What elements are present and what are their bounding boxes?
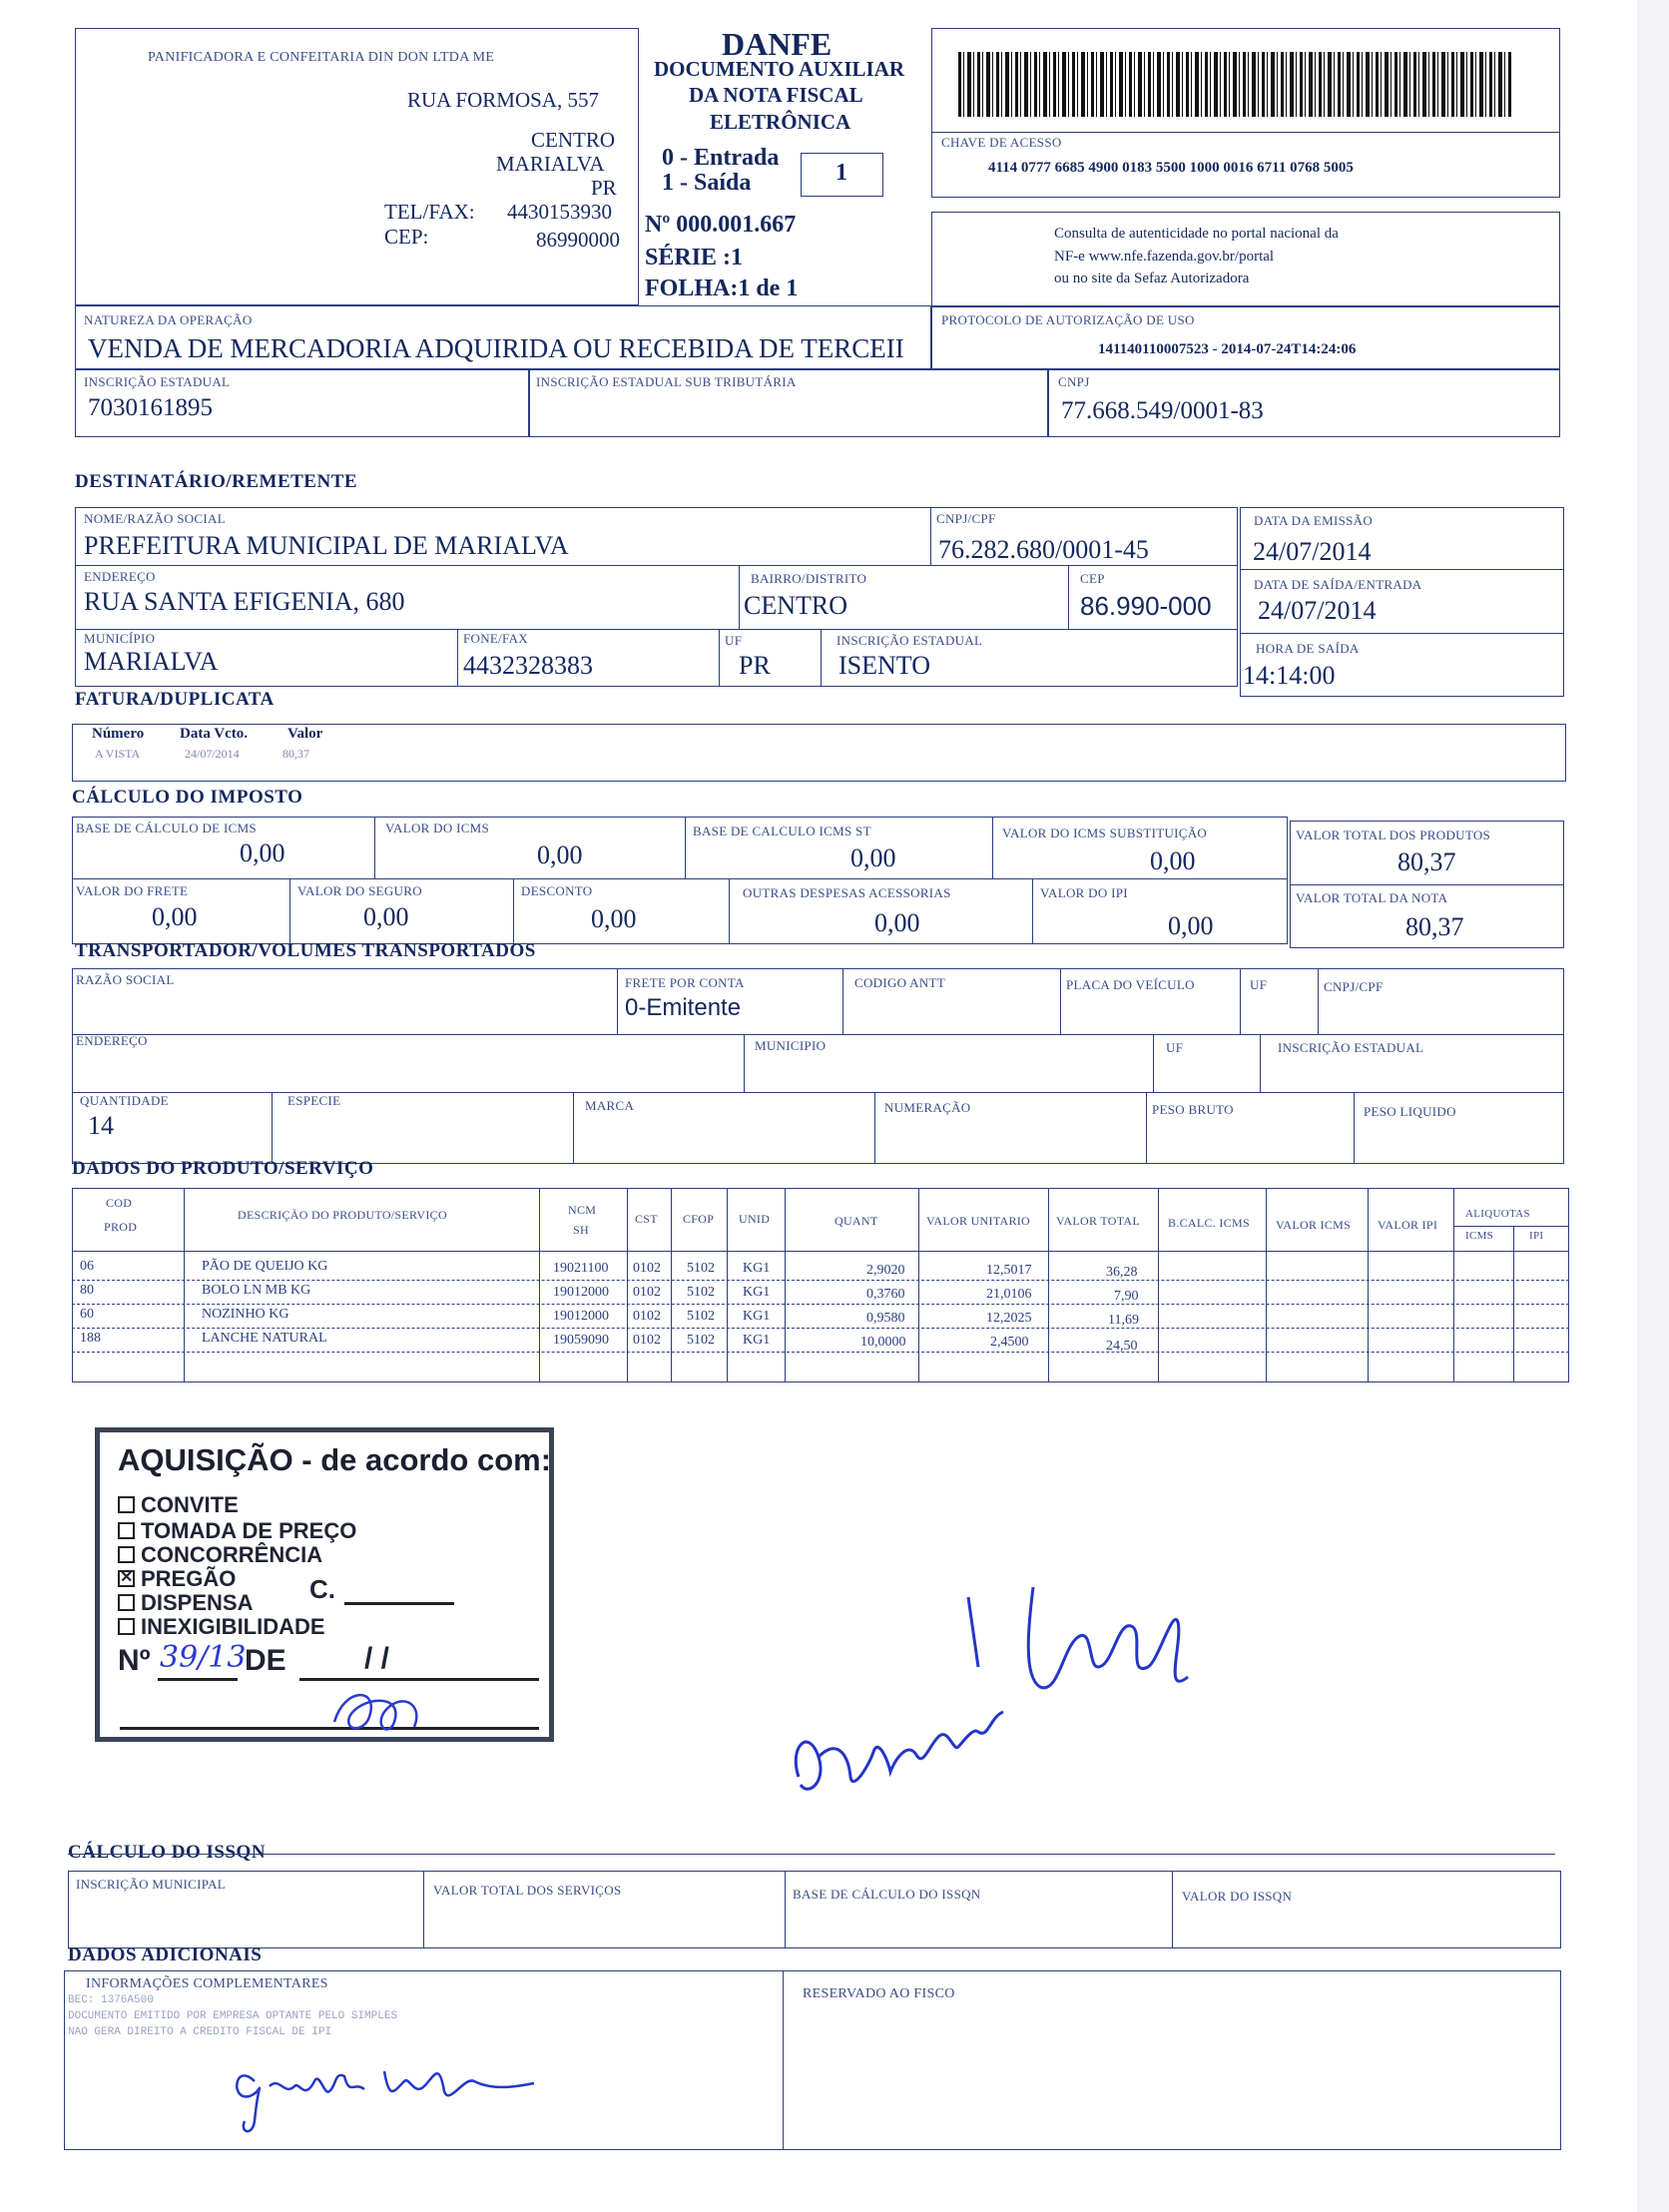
prod-unid: KG1 [743,1261,771,1276]
prod-unid: KG1 [743,1285,771,1300]
emitente-bairro: CENTRO [531,128,615,152]
prod-h-vtot: VALOR TOTAL [1056,1214,1141,1228]
issqn-valor-label: VALOR DO ISSQN [1182,1889,1293,1904]
danfe-numero: Nº 000.001.667 [645,212,797,238]
ie-value: 7030161895 [88,394,213,421]
divider [1240,569,1564,570]
stamp-opt-pregao [118,1566,236,1592]
dest-bairro: CENTRO [744,591,847,620]
aquisicao-stamp [95,1427,554,1742]
dest-end: RUA SANTA EFIGENIA, 680 [84,587,405,616]
divider [744,1034,745,1092]
fatura-h-num: Número [92,726,145,742]
divider [72,1280,1569,1281]
frete: 0,00 [152,902,198,931]
dest-bairro-label: BAIRRO/DISTRITO [751,571,867,586]
cnpj-value: 77.668.549/0001-83 [1061,397,1264,424]
divider [72,1304,1569,1305]
divider [573,1092,574,1164]
stamp-date-sep: / / [364,1642,390,1675]
prod-cst: 0102 [633,1309,661,1324]
issqn-serv-label: VALOR TOTAL DOS SERVIÇOS [433,1883,622,1898]
divider [1240,968,1241,1034]
prod-h-vunit: VALOR UNITARIO [926,1214,1031,1228]
prod-desc: NOZINHO KG [202,1307,289,1322]
stamp-opt-label: DISPENSA [141,1590,254,1615]
cnpj-label: CNPJ [1058,374,1090,389]
dest-cep: 86.990-000 [1080,591,1212,621]
stamp-opt-label: TOMADA DE PREÇO [141,1518,357,1543]
divider [992,817,993,878]
prod-cst: 0102 [633,1285,661,1300]
emitente-endereco: RUA FORMOSA, 557 [407,88,599,112]
frete-label: VALOR DO FRETE [76,883,189,898]
divider [1260,1034,1261,1092]
adicionais-section: DADOS ADICIONAIS [68,1944,263,1965]
divider [671,1188,672,1382]
dest-hora: 14:14:00 [1243,661,1336,690]
prod-h-cst: CST [635,1212,658,1226]
dest-fone: 4432328383 [463,651,593,680]
ipi-label: VALOR DO IPI [1040,885,1128,900]
divider [68,1854,1555,1855]
dest-end-label: ENDEREÇO [84,569,156,584]
prod-ncm: 19059090 [553,1333,609,1348]
protocolo-label: PROTOCOLO DE AUTORIZAÇÃO DE USO [941,312,1195,327]
transp-antt-label: CODIGO ANTT [854,975,946,990]
dest-uf: PR [739,651,771,680]
prod-h-desc: DESCRIÇÃO DO PRODUTO/SERVIÇO [238,1208,447,1222]
dest-saida-label: DATA DE SAÍDA/ENTRADA [1254,577,1422,592]
divider [72,1352,1569,1353]
divider [918,1188,919,1382]
transp-frete-label: FRETE POR CONTA [625,975,745,990]
seguro-label: VALOR DO SEGURO [297,883,422,898]
outras: 0,00 [874,908,920,937]
prod-h-cfop: CFOP [683,1212,715,1226]
divider [1153,1034,1154,1092]
transp-cnpj-label: CNPJ/CPF [1324,979,1384,994]
tot-nota: 80,37 [1405,912,1464,941]
prod-vunit: 2,4500 [990,1335,1029,1350]
consulta-line3: ou no site da Sefaz Autorizadora [1054,271,1250,286]
prod-h-ncm2: SH [573,1223,589,1237]
prod-ncm: 19012000 [553,1285,609,1300]
emitente-telfax-label: TEL/FAX: [384,200,475,224]
prod-h-aipi: IPI [1529,1230,1544,1242]
prod-unid: KG1 [743,1309,771,1324]
emitente-cidade: MARIALVA [496,152,605,176]
dest-saida: 24/07/2014 [1258,596,1377,625]
dest-emissao-label: DATA DA EMISSÃO [1254,513,1374,528]
transp-liquido-label: PESO LIQUIDO [1364,1104,1456,1119]
dest-fone-label: FONE/FAX [463,631,529,646]
divider [423,1871,424,1948]
ipi: 0,00 [1168,911,1214,940]
transp-marca-label: MARCA [585,1098,635,1113]
divider [1453,1188,1454,1382]
danfe-entrada: 0 - Entrada [662,145,780,171]
prod-cfop: 5102 [687,1285,715,1300]
divider [1146,1092,1147,1164]
checkbox-icon [118,1618,135,1635]
divider [457,629,458,687]
divider [821,629,822,687]
seguro: 0,00 [363,902,409,931]
prod-vtot: 24,50 [1106,1339,1138,1354]
divider [1240,633,1564,634]
icms-st: 0,00 [1150,846,1196,875]
fatura-section: FATURA/DUPLICATA [75,689,275,710]
signature-small [225,2041,544,2141]
natureza-label: NATUREZA DA OPERAÇÃO [84,312,253,327]
bc-st-label: BASE DE CALCULO ICMS ST [693,824,871,838]
fatura-data: 24/07/2014 [185,747,240,761]
stamp-opt-c: C. [309,1574,335,1604]
prod-cod: 80 [80,1283,94,1298]
info-label: INFORMAÇÕES COMPLEMENTARES [86,1976,328,1991]
issqn-insc-label: INSCRIÇÃO MUNICIPAL [76,1877,227,1892]
divider [1318,968,1319,1034]
divider [513,878,514,944]
danfe-saida: 1 - Saída [662,170,752,196]
tot-prod-label: VALOR TOTAL DOS PRODUTOS [1296,828,1491,842]
divider [272,1092,273,1164]
prod-quant: 0,9580 [866,1311,905,1326]
stamp-opt-inexig [118,1614,325,1640]
prod-h-unid: UNID [739,1212,771,1226]
prod-h-vicms: VALOR ICMS [1276,1218,1352,1232]
transp-numeracao-label: NUMERAÇÃO [884,1100,971,1115]
prod-vunit: 21,0106 [986,1287,1032,1302]
stamp-opt-concorrencia [118,1542,322,1568]
divider [685,817,686,878]
divider [785,1871,786,1948]
produtos-section: DADOS DO PRODUTO/SERVIÇO [72,1158,374,1179]
outras-label: OUTRAS DESPESAS ACESSORIAS [743,885,951,900]
stamp-date-line [299,1678,539,1681]
transp-frete: 0-Emitente [625,994,742,1021]
stamp-opt-convite [118,1492,239,1518]
prod-h-quant: QUANT [834,1214,878,1228]
divider [75,629,1238,630]
info-line3: NAO GERA DIREITO A CREDITO FISCAL DE IPI [68,2026,332,2038]
checkbox-icon [118,1496,135,1513]
stamp-title: AQUISIÇÃO - de acordo com: [118,1442,552,1477]
prod-h-cod1: COD [106,1196,133,1210]
checkbox-icon [118,1594,135,1611]
prod-quant: 0,3760 [866,1287,905,1302]
dest-cep-label: CEP [1080,571,1105,586]
prod-quant: 2,9020 [866,1263,905,1278]
prod-h-vipi: VALOR IPI [1378,1218,1438,1232]
ie-label: INSCRIÇÃO ESTADUAL [84,374,231,389]
stamp-opt-label: PREGÃO [141,1566,237,1591]
prod-h-bcicms: B.CALC. ICMS [1168,1216,1250,1230]
prod-cod: 188 [80,1331,101,1346]
danfe-sub1: DOCUMENTO AUXILIAR [654,57,905,81]
icms: 0,00 [537,840,583,869]
desconto-label: DESCONTO [521,883,593,898]
prod-ncm: 19012000 [553,1309,609,1324]
imposto-section: CÁLCULO DO IMPOSTO [72,787,303,808]
prod-vunit: 12,2025 [986,1311,1032,1326]
prod-vtot: 11,69 [1108,1313,1139,1328]
prod-cod: 60 [80,1307,94,1322]
transp-qtd: 14 [88,1111,114,1140]
dest-mun-label: MUNICÍPIO [84,631,156,646]
stamp-opt-label: INEXIGIBILIDADE [141,1614,325,1639]
prod-vunit: 12,5017 [986,1263,1032,1278]
divider [931,132,1560,133]
issqn-section: CÁLCULO DO ISSQN [68,1842,267,1863]
prod-desc: PÃO DE QUEIJO KG [202,1259,328,1274]
divider [1266,1188,1267,1382]
divider [75,565,1238,566]
prod-desc: LANCHE NATURAL [202,1331,327,1346]
divider [727,1188,728,1382]
transp-end-label: ENDEREÇO [76,1033,148,1048]
scan-edge [1637,0,1669,2212]
transp-uf-label: UF [1250,977,1268,992]
prod-cst: 0102 [633,1261,661,1276]
divider [729,878,730,944]
divider [374,817,375,878]
stamp-opt-label: CONCORRÊNCIA [141,1542,323,1567]
issqn-base-label: BASE DE CÁLCULO DO ISSQN [793,1887,981,1902]
info-line2: DOCUMENTO EMITIDO POR EMPRESA OPTANTE PELO SIMPLES [68,2010,398,2022]
dest-uf-label: UF [725,633,743,648]
transp-section: TRANSPORTADOR/VOLUMES TRANSPORTADOS [75,940,536,961]
divider [1048,1188,1049,1382]
fatura-num: A VISTA [95,747,141,761]
divider [785,1188,786,1382]
stamp-c-line [344,1602,454,1605]
desconto: 0,00 [591,904,637,933]
icms-label: VALOR DO ICMS [385,821,490,835]
dest-mun: MARIALVA [84,647,219,676]
divider [930,507,931,565]
emitente-uf: PR [591,176,617,200]
danfe-sub2: DA NOTA FISCAL [689,83,863,107]
divider [72,1251,1569,1252]
danfe-serie: SÉRIE :1 [645,245,744,271]
divider [72,878,1288,879]
divider [1060,968,1061,1034]
stamp-num-label: Nº [118,1644,151,1677]
emitente-cep-label: CEP: [384,225,429,249]
divider [783,1970,784,2150]
chave-value: 4114 0777 6685 4900 0183 5500 1000 0016 6711 0768 5005 [988,160,1354,176]
consulta-line1: Consulta de autenticidade no portal nacional da [1054,226,1339,242]
divider [1158,1188,1159,1382]
stamp-de: DE [245,1644,286,1677]
chave-label: CHAVE DE ACESSO [941,135,1062,150]
prod-cod: 06 [80,1259,94,1274]
fatura-h-valor: Valor [287,726,323,742]
fatura-h-data: Data Vcto. [180,726,249,742]
dest-cnpj-label: CNPJ/CPF [936,511,996,526]
transp-bruto-label: PESO BRUTO [1152,1102,1234,1117]
divider [627,1188,628,1382]
signature [779,1527,1218,1827]
prod-cfop: 5102 [687,1261,715,1276]
tot-prod: 80,37 [1397,847,1456,876]
prod-cfop: 5102 [687,1333,715,1348]
divider [539,1188,540,1382]
stamp-opt-dispensa [118,1590,253,1616]
divider [1453,1226,1569,1227]
fatura-valor: 80,37 [282,747,309,761]
bc-st: 0,00 [850,843,896,872]
transp-especie-label: ESPECIE [287,1093,341,1108]
prod-h-cod2: PROD [104,1220,138,1234]
checkbox-icon [118,1546,135,1563]
info-line1: BEC: 1376A500 [68,1994,154,2006]
stamp-initials-signature [324,1682,444,1742]
stamp-num: 39/13 [160,1640,247,1675]
natureza-value: VENDA DE MERCADORIA ADQUIRIDA OU RECEBIDA DE TERCEII [88,333,904,363]
divider [289,878,290,944]
stamp-num-line [158,1678,238,1681]
danfe-sub3: ELETRÔNICA [710,110,851,134]
prod-h-aliq: ALIQUOTAS [1465,1208,1530,1220]
dest-nome-label: NOME/RAZÃO SOCIAL [84,511,226,526]
barcode-image [958,52,1512,117]
prod-cst: 0102 [633,1333,661,1348]
prod-cfop: 5102 [687,1309,715,1324]
dest-emissao: 24/07/2014 [1253,537,1372,566]
checkbox-checked-icon: ✕ [120,1568,134,1586]
dest-ie: ISENTO [838,651,930,680]
dest-section: DESTINATÁRIO/REMETENTE [75,471,358,492]
transp-ie-label: INSCRIÇÃO ESTADUAL [1278,1040,1424,1055]
prod-desc: BOLO LN MB KG [202,1283,311,1298]
emitente-cep: 86990000 [536,228,620,252]
divider [72,1328,1569,1329]
divider [184,1188,185,1382]
checkbox-icon [118,1522,135,1539]
prod-h-aicms: ICMS [1465,1230,1494,1242]
divider [1354,1092,1355,1164]
prod-unid: KG1 [743,1333,771,1348]
prod-h-ncm1: NCM [568,1203,597,1217]
divider [739,565,740,629]
danfe-folha: FOLHA:1 de 1 [645,276,799,301]
fisco-label: RESERVADO AO FISCO [803,1986,955,2001]
dest-nome: PREFEITURA MUNICIPAL DE MARIALVA [84,531,569,560]
dest-cnpj: 76.282.680/0001-45 [938,535,1149,564]
divider [72,1034,1564,1035]
transp-box [72,968,1564,1164]
divider [719,629,720,687]
transp-uf2-label: UF [1166,1040,1184,1055]
emitente-telfax: 4430153930 [507,200,612,224]
ie-st-label: INSCRIÇÃO ESTADUAL SUB TRIBUTÁRIA [536,374,797,389]
emitente-nome: PANIFICADORA E CONFEITARIA DIN DON LTDA ME [148,50,495,65]
divider [874,1092,875,1164]
bc-icms-label: BASE DE CÁLCULO DE ICMS [76,821,257,835]
prod-ncm: 19021100 [553,1261,609,1276]
tot-nota-label: VALOR TOTAL DA NOTA [1296,890,1448,905]
divider [1032,878,1033,944]
prod-quant: 10,0000 [860,1335,906,1350]
transp-qtd-label: QUANTIDADE [80,1093,169,1108]
prod-vtot: 7,90 [1114,1289,1139,1304]
divider [1368,1188,1369,1382]
icms-st-label: VALOR DO ICMS SUBSTITUIÇÃO [1002,826,1208,840]
stamp-opt-tomada [118,1518,356,1544]
protocolo-value: 141140110007523 - 2014-07-24T14:24:06 [1098,341,1357,357]
divider [1068,565,1069,629]
issqn-box [68,1871,1561,1948]
divider [617,968,618,1034]
prod-vtot: 36,28 [1106,1265,1138,1280]
dest-hora-label: HORA DE SAÍDA [1256,641,1360,656]
divider [1172,1871,1173,1948]
transp-razao-label: RAZÃO SOCIAL [76,972,175,987]
divider [1290,884,1564,885]
transp-placa-label: PLACA DO VEÍCULO [1066,977,1195,992]
transp-mun-label: MUNICIPIO [755,1038,827,1053]
dest-ie-label: INSCRIÇÃO ESTADUAL [836,633,983,648]
bc-icms: 0,00 [240,838,285,867]
consulta-line2: NF-e www.nfe.fazenda.gov.br/portal [1054,249,1275,265]
divider [842,968,843,1034]
danfe-title: DANFE [722,26,833,62]
stamp-opt-label: CONVITE [141,1492,239,1517]
danfe-tipo: 1 [835,160,847,186]
